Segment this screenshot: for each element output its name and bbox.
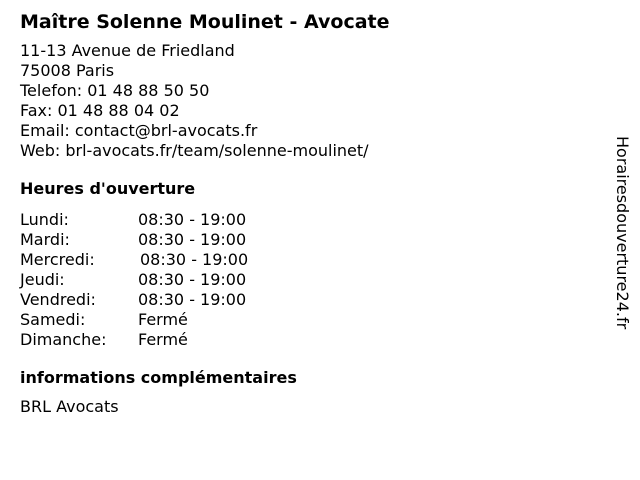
hours-table <box>20 210 600 350</box>
address-block <box>20 41 600 161</box>
hours-time: 08:30 - 19:00 <box>138 210 247 229</box>
email-address: Email: contact@brl-avocats.fr <box>20 121 258 140</box>
hours-row-friday <box>20 290 600 310</box>
info-text: BRL Avocats <box>20 397 119 416</box>
page-title: Maître Solenne Moulinet - Avocate <box>20 11 390 33</box>
address-street: 11-13 Avenue de Friedland <box>20 41 235 60</box>
hours-day: Vendredi: <box>20 290 96 309</box>
hours-heading: Heures d'ouverture <box>20 179 196 198</box>
hours-day: Lundi: <box>20 210 69 229</box>
hours-time: Fermé <box>138 310 188 329</box>
info-heading: informations complémentaires <box>20 368 297 387</box>
hours-time: 08:30 - 19:00 <box>138 270 247 289</box>
hours-time: 08:30 - 19:00 <box>140 250 249 269</box>
hours-day: Mercredi: <box>20 250 95 269</box>
site-brand-vertical: Horairesdouverture24.fr <box>613 136 632 330</box>
hours-day: Samedi: <box>20 310 86 329</box>
hours-time: 08:30 - 19:00 <box>138 290 247 309</box>
hours-row-tuesday <box>20 230 600 250</box>
hours-row-sunday <box>20 330 600 350</box>
business-card <box>20 10 600 417</box>
phone-number: Telefon: 01 48 88 50 50 <box>20 81 210 100</box>
address-city: 75008 Paris <box>20 61 115 80</box>
hours-day: Mardi: <box>20 230 70 249</box>
hours-day: Dimanche: <box>20 330 107 349</box>
hours-time: 08:30 - 19:00 <box>138 230 247 249</box>
hours-row-wednesday <box>20 250 600 270</box>
hours-time: Fermé <box>138 330 188 349</box>
fax-number: Fax: 01 48 88 04 02 <box>20 101 180 120</box>
website-address: Web: brl-avocats.fr/team/solenne-moulinet/ <box>20 141 369 160</box>
hours-day: Jeudi: <box>20 270 65 289</box>
hours-row-monday <box>20 210 600 230</box>
hours-row-thursday <box>20 270 600 290</box>
hours-row-saturday <box>20 310 600 330</box>
